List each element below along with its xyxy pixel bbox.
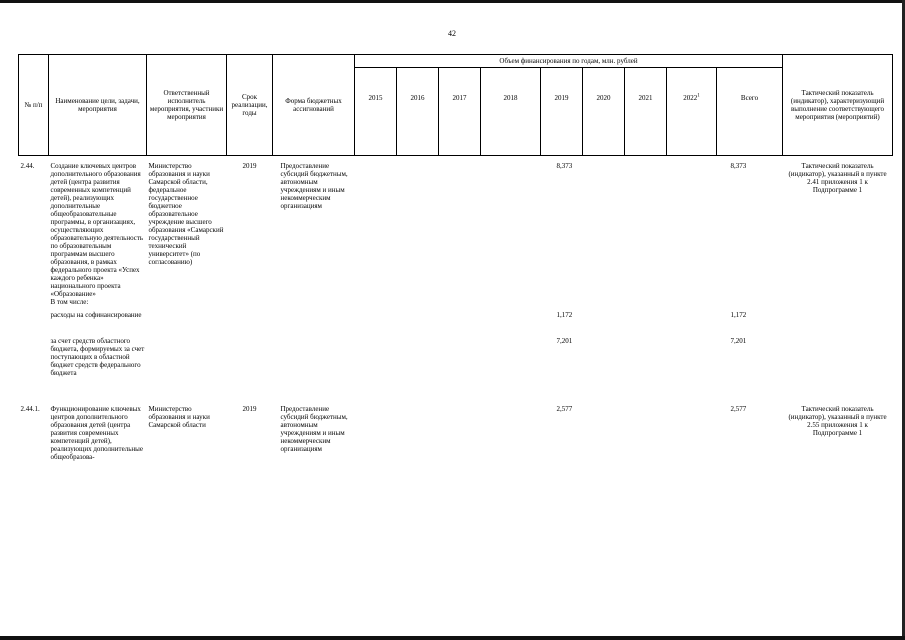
- year-2022-label: 2022: [683, 94, 698, 102]
- header-year-2022: [667, 68, 717, 156]
- table-row-federal-funds: [19, 337, 893, 401]
- row-form: Предоставление субсидий бюджетным, автономным учреждениям и иным некоммерческим организациям: [280, 162, 348, 210]
- row-value-total: 1,172: [730, 311, 747, 319]
- row-value-2019: 2,577: [556, 405, 573, 413]
- header-year-2019: 2019: [541, 68, 583, 156]
- row-num: 2.44.1.: [20, 405, 40, 413]
- header-year-2016: 2016: [397, 68, 439, 156]
- scan-edge-top: [0, 0, 905, 3]
- header-total: Всего: [717, 68, 783, 156]
- row-value-2019: 7,201: [556, 337, 573, 345]
- table-body: [19, 156, 893, 462]
- row-name: В том числе:: [50, 298, 89, 306]
- header-term: Срок реализации, годы: [227, 55, 273, 156]
- header-year-2015: 2015: [355, 68, 397, 156]
- row-name: за счет средств областного бюджета, формируемых за счет поступающих в областной бюджет средств федерального бюджета: [50, 337, 145, 377]
- row-term: 2019: [242, 162, 257, 170]
- header-name: Наименование цели, задачи, мероприятия: [49, 55, 147, 156]
- header-financing: Объем финансирования по годам, млн. рублей: [355, 55, 783, 68]
- row-name: Создание ключевых центров дополнительного образования детей (центра развития современных компетенций детей), реализующих дополнительные общеобразовательные программы, в организациях, осуществляющих образовательную деятельность по образовательным программам высшего образования, в рамках федерального проекта «Успех каждого ребенка» национального проекта «Образование»: [50, 162, 144, 298]
- header-year-2020: 2020: [583, 68, 625, 156]
- scan-edge-bottom: [0, 636, 905, 640]
- header-executor: Ответственный исполнитель мероприятия, участники мероприятия: [147, 55, 227, 156]
- row-value-2019: 1,172: [556, 311, 573, 319]
- row-executor: Министерство образования и науки Самарской области, федеральное государственное бюджетное образовательное учреждение высшего образования «Самарский государственный технический университет» (по согласованию): [148, 162, 224, 266]
- row-value-total: 2,577: [730, 405, 747, 413]
- row-value-total: 8,373: [730, 162, 747, 170]
- row-name: Функционирование ключевых центров дополнительного образования детей (центра развития современных компетенций детей), реализующих дополнительные общеобразова-: [50, 405, 143, 461]
- row-executor: Министерство образования и науки Самарской области: [148, 405, 210, 429]
- header-year-2017: 2017: [439, 68, 481, 156]
- header-form: Форма бюджетных ассигнований: [273, 55, 355, 156]
- header-year-2021: 2021: [625, 68, 667, 156]
- header-year-2018: 2018: [481, 68, 541, 156]
- row-indicator: Тактический показатель (индикатор), указанный в пункте 2.55 приложения 1 к Подпрограмме 1: [788, 405, 887, 437]
- table-header: [19, 55, 893, 156]
- row-num: 2.44.: [20, 162, 35, 170]
- financing-table: [18, 54, 893, 461]
- table-row-2-44-1: [19, 401, 893, 461]
- table-row-cofinancing: [19, 306, 893, 337]
- page-number: 42: [448, 29, 456, 38]
- row-term: 2019: [242, 405, 257, 413]
- row-value-2019: 8,373: [556, 162, 573, 170]
- row-value-total: 7,201: [730, 337, 747, 345]
- row-form: Предоставление субсидий бюджетным, автономным учреждениям и иным некоммерческим организациям: [280, 405, 348, 453]
- header-indicator: Тактический показатель (индикатор), характеризующий выполнение соответствующего мероприятия (мероприятий): [783, 55, 893, 156]
- row-name: расходы на софинансирование: [50, 311, 142, 319]
- year-2022-footnote-mark: 1: [697, 93, 700, 99]
- row-indicator: Тактический показатель (индикатор), указанный в пункте 2.41 приложения 1 к Подпрограмме 1: [788, 162, 887, 194]
- header-num: № п/п: [19, 55, 49, 156]
- table-row-2-44: [19, 156, 893, 299]
- table-row-including: [19, 298, 893, 306]
